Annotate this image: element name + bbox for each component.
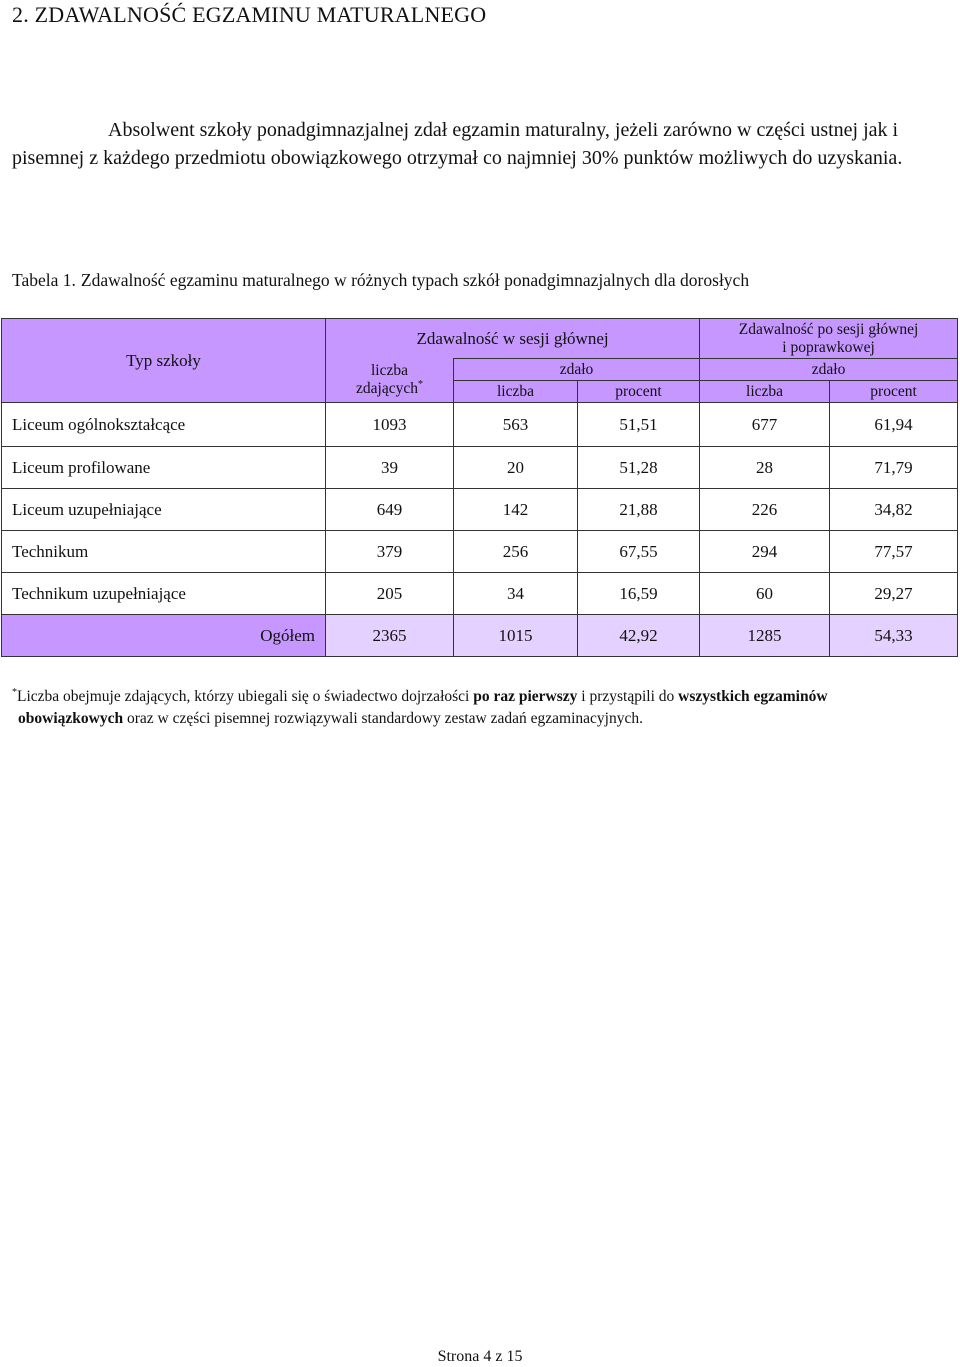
- cell-after-procent: 34,82: [830, 489, 958, 531]
- cell-main-liczba: 256: [454, 531, 578, 573]
- cell-main-procent: 16,59: [578, 573, 700, 615]
- cell-after-procent: 29,27: [830, 573, 958, 615]
- section-heading: 2. ZDAWALNOŚĆ EGZAMINU MATURALNEGO: [12, 2, 487, 27]
- cell-after-liczba: 28: [700, 447, 830, 489]
- cell-after-procent: 77,57: [830, 531, 958, 573]
- cell-main-liczba: 20: [454, 447, 578, 489]
- cell-main-procent: 51,51: [578, 403, 700, 447]
- header-main-session: Zdawalność w sesji głównej: [326, 319, 700, 359]
- cell-main-procent: 51,28: [578, 447, 700, 489]
- header-procent-after: procent: [830, 381, 958, 403]
- total-after-procent: 54,33: [830, 615, 958, 657]
- table-row: [2, 403, 958, 447]
- page-number: Strona 4 z 15: [437, 1348, 523, 1365]
- table-row: [2, 489, 958, 531]
- table-row: [2, 573, 958, 615]
- cell-after-liczba: 294: [700, 531, 830, 573]
- cell-after-procent: 71,79: [830, 447, 958, 489]
- footnote-mark: *: [12, 686, 17, 698]
- cell-after-liczba: 226: [700, 489, 830, 531]
- cell-after-procent: 61,94: [830, 403, 958, 447]
- caption-text: Zdawalność egzaminu maturalnego w różnych typach szkół ponadgimnazjalnych dla dorosłych: [80, 270, 750, 290]
- table-row: [2, 447, 958, 489]
- row-name: Liceum ogólnokształcące: [2, 403, 326, 447]
- header-zdalo-main: zdało: [454, 359, 700, 381]
- cell-zdajacych: 649: [326, 489, 454, 531]
- row-name: Liceum uzupełniające: [2, 489, 326, 531]
- cell-zdajacych: 205: [326, 573, 454, 615]
- cell-zdajacych: 379: [326, 531, 454, 573]
- header-typ-szkoly: Typ szkoły: [2, 319, 326, 403]
- total-zdajacych: 2365: [326, 615, 454, 657]
- intro-paragraph: Absolwent szkoły ponadgimnazjalnej zdał egzamin maturalny, jeżeli zarówno w części ustnej jak i pisemnej z każdego przedmiotu obowiązkowego otrzymał co najmniej 30% punktów możliwych do uzyskania.: [12, 119, 903, 169]
- cell-zdajacych: 39: [326, 447, 454, 489]
- total-label: Ogółem: [2, 615, 326, 657]
- table-total-row: [2, 615, 958, 657]
- total-after-liczba: 1285: [700, 615, 830, 657]
- cell-main-procent: 67,55: [578, 531, 700, 573]
- cell-after-liczba: 677: [700, 403, 830, 447]
- total-main-liczba: 1015: [454, 615, 578, 657]
- header-zdalo-after: zdało: [700, 359, 958, 381]
- table-caption: [12, 270, 749, 291]
- header-procent-main: procent: [578, 381, 700, 403]
- header-after-session: Zdawalność po sesji głównej i poprawkowej: [700, 319, 958, 359]
- table-footnote: *Liczba obejmuje zdających, którzy ubiegali się o świadectwo dojrzałości po raz pierwszy i przystąpili do wszystkich egzaminów obowiązkowych oraz w części pisemnej rozwiązywali standardowy zestaw zadań egzaminacyjnych.: [12, 686, 828, 727]
- cell-zdajacych: 1093: [326, 403, 454, 447]
- table-row: [2, 531, 958, 573]
- cell-main-liczba: 563: [454, 403, 578, 447]
- total-main-procent: 42,92: [578, 615, 700, 657]
- header-liczba-main: liczba: [454, 381, 578, 403]
- cell-main-procent: 21,88: [578, 489, 700, 531]
- row-name: Technikum uzupełniające: [2, 573, 326, 615]
- results-table: [1, 318, 958, 657]
- header-liczba-after: liczba: [700, 381, 830, 403]
- header-liczba-zdajacych: liczba zdających*: [326, 359, 454, 403]
- cell-main-liczba: 34: [454, 573, 578, 615]
- cell-main-liczba: 142: [454, 489, 578, 531]
- row-name: Technikum: [2, 531, 326, 573]
- cell-after-liczba: 60: [700, 573, 830, 615]
- caption-label: Tabela 1.: [12, 270, 76, 290]
- row-name: Liceum profilowane: [2, 447, 326, 489]
